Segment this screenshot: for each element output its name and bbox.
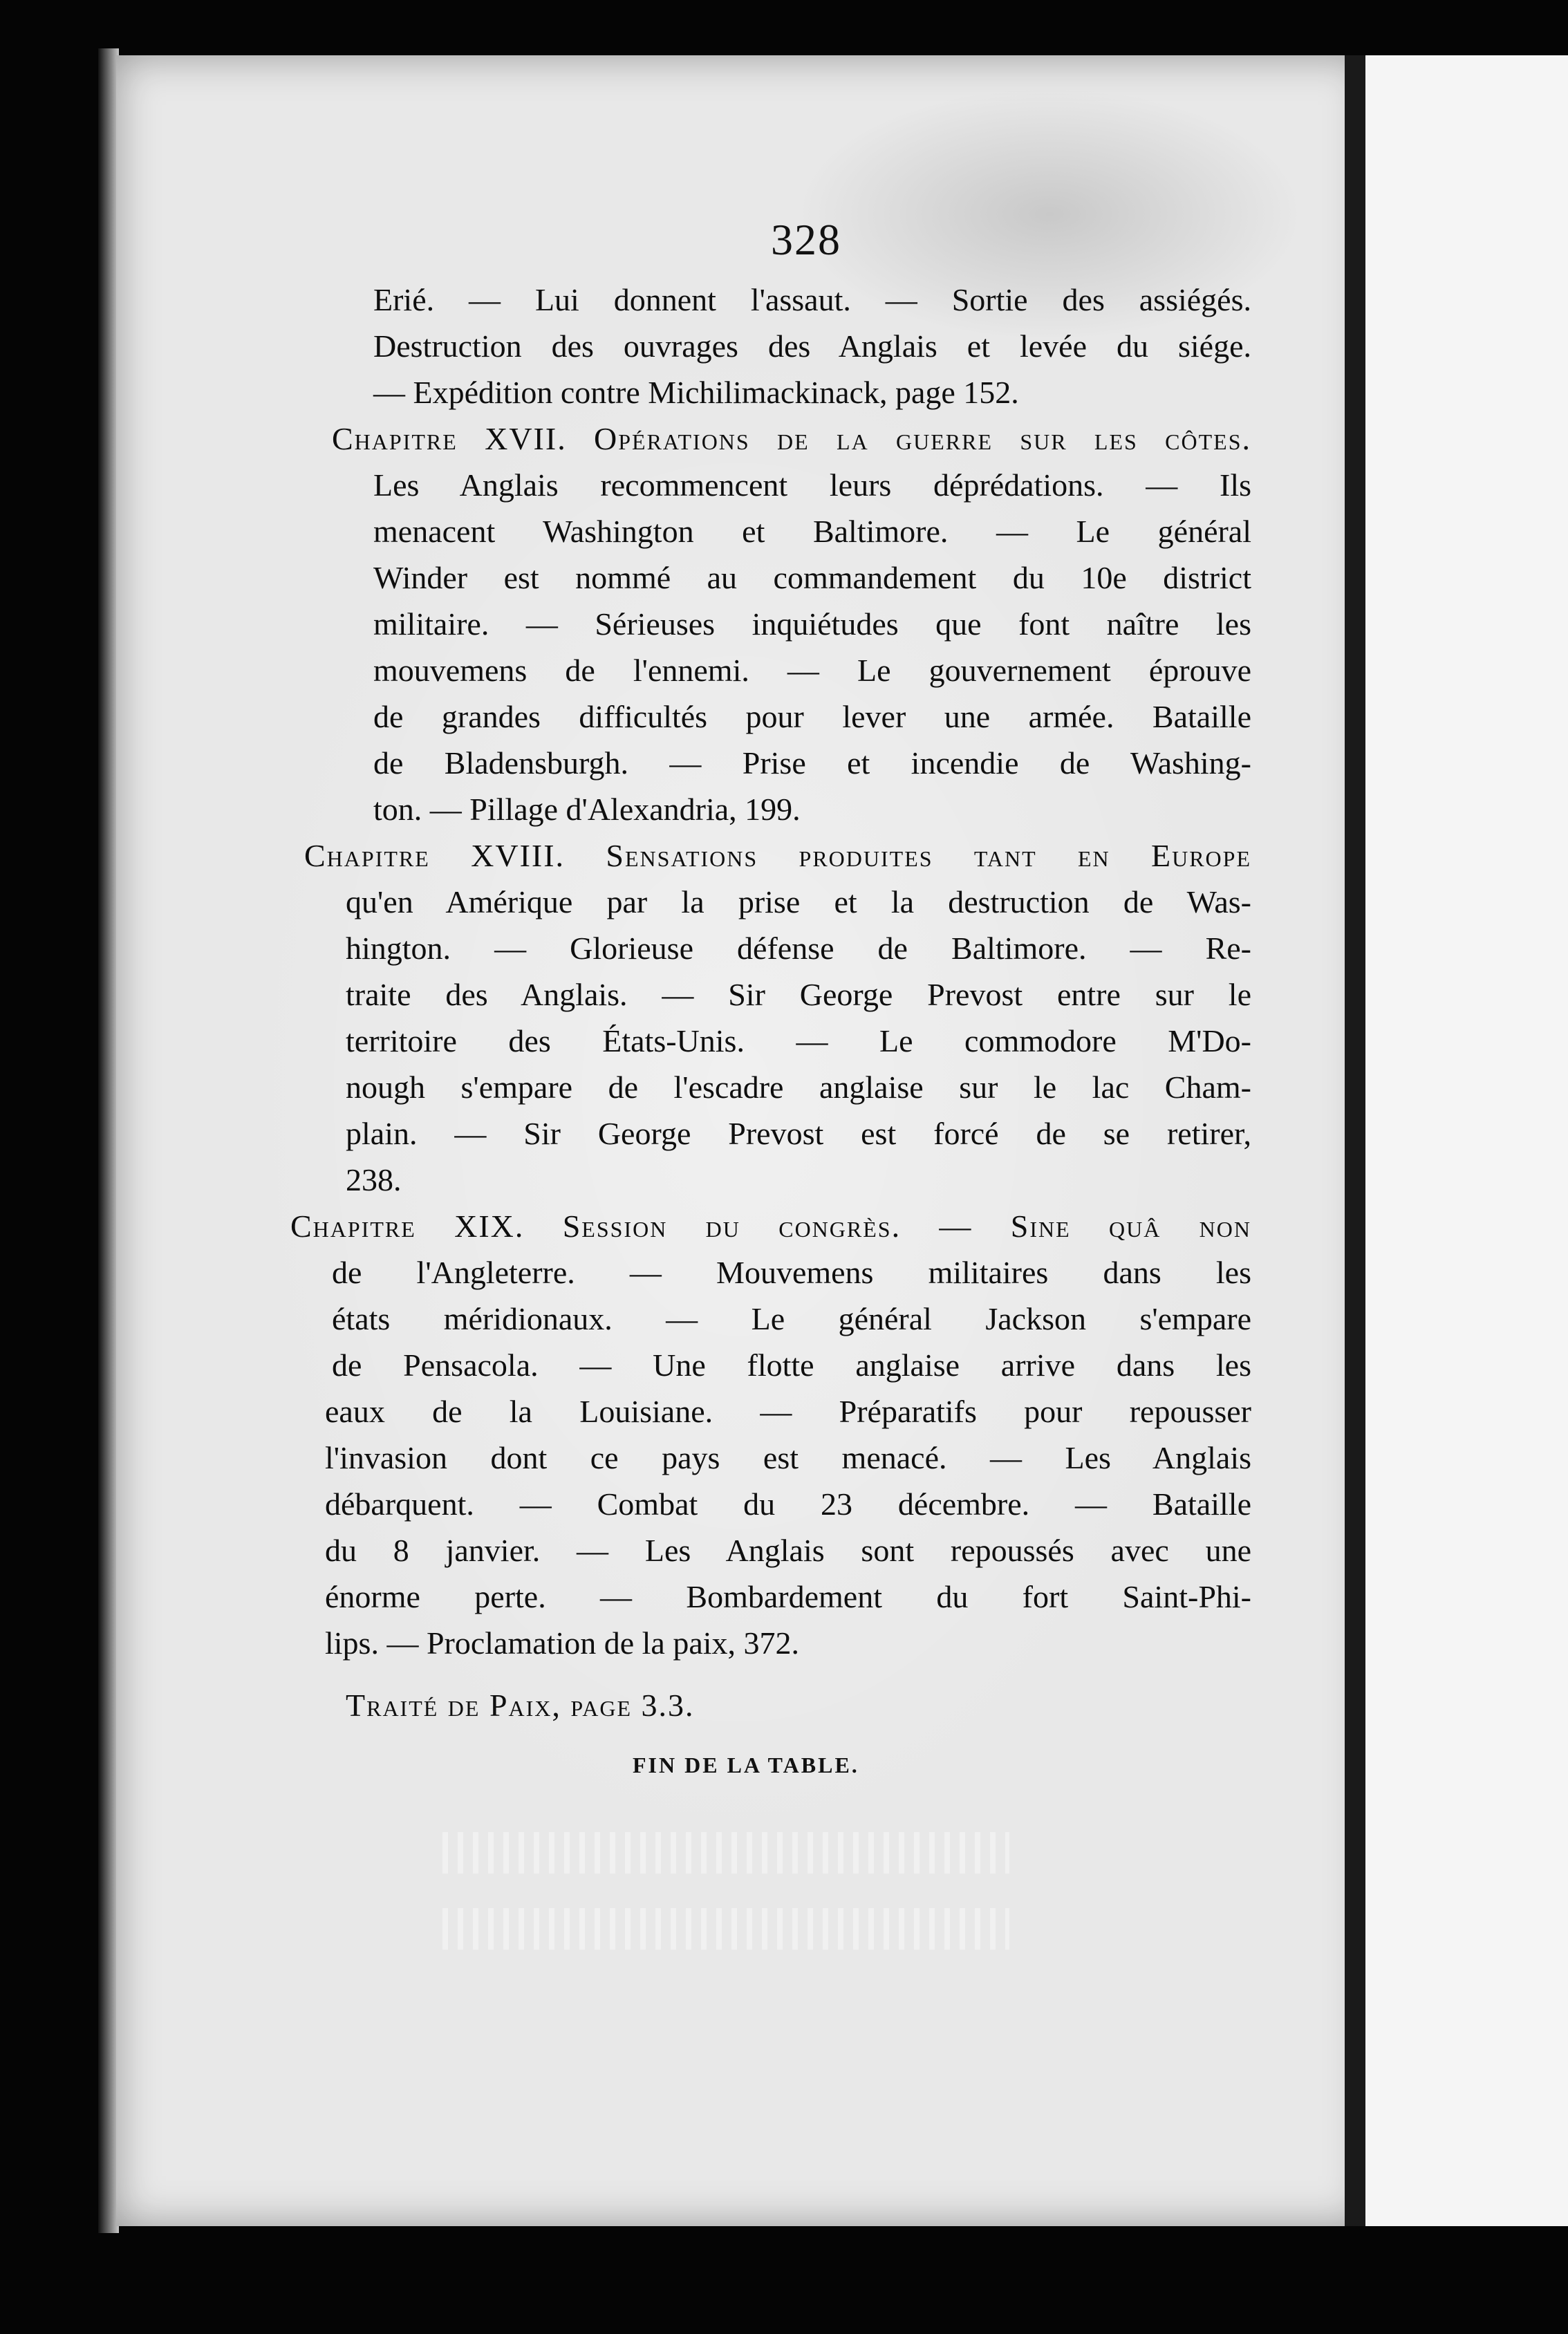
- toc-line: Winder est nommé au commandement du 10e district: [373, 560, 1251, 595]
- table-of-contents-text: [290, 277, 1251, 1666]
- toc-line: énorme perte. — Bombardement du fort Saint-Phi-: [325, 1579, 1251, 1614]
- toc-line: Les Anglais recommencent leurs déprédations. — Ils: [373, 467, 1251, 503]
- toc-line: Erié. — Lui donnent l'assaut. — Sortie des assiégés.: [373, 282, 1251, 317]
- toc-line: de Pensacola. — Une flotte anglaise arrive dans les: [332, 1347, 1251, 1383]
- chapter-heading: Chapitre XVII. Opérations de la guerre sur les côtes.: [332, 421, 1251, 456]
- toc-line: du 8 janvier. — Les Anglais sont repoussés avec une: [325, 1533, 1251, 1568]
- toc-line: l'invasion dont ce pays est menacé. — Les Anglais: [325, 1440, 1251, 1475]
- traite-de-paix-entry: Traité de Paix, page 3.3.: [346, 1688, 695, 1723]
- toc-line: traite des Anglais. — Sir George Prevost entre sur le: [346, 977, 1251, 1012]
- toc-line: menacent Washington et Baltimore. — Le général: [373, 514, 1251, 549]
- toc-line: eaux de la Louisiane. — Préparatifs pour repousser: [325, 1394, 1251, 1429]
- bleed-through-text: [442, 1832, 1009, 1874]
- toc-line: de grandes difficultés pour lever une armée. Bataille: [373, 699, 1251, 734]
- toc-line: plain. — Sir George Prevost est forcé de se retirer,: [346, 1116, 1251, 1151]
- toc-line: territoire des États-Unis. — Le commodore M'Do-: [346, 1023, 1251, 1058]
- page-gutter: [1345, 55, 1365, 2226]
- toc-line: lips. — Proclamation de la paix, 372.: [325, 1625, 800, 1661]
- toc-line: états méridionaux. — Le général Jackson s'empare: [332, 1301, 1251, 1336]
- toc-line: de l'Angleterre. — Mouvemens militaires dans les: [332, 1255, 1251, 1290]
- toc-line: de Bladensburgh. — Prise et incendie de Washing-: [373, 745, 1251, 781]
- end-of-table-label: FIN DE LA TABLE.: [633, 1753, 859, 1777]
- toc-line: débarquent. — Combat du 23 décembre. — Bataille: [325, 1486, 1251, 1522]
- toc-line: nough s'empare de l'escadre anglaise sur le lac Cham-: [346, 1070, 1251, 1105]
- toc-line: Destruction des ouvrages des Anglais et levée du siége.: [373, 328, 1251, 364]
- bleed-through-text: [442, 1908, 1009, 1950]
- toc-line: mouvemens de l'ennemi. — Le gouvernement éprouve: [373, 653, 1251, 688]
- toc-line: hington. — Glorieuse défense de Baltimore. — Re-: [346, 931, 1251, 966]
- toc-line: ton. — Pillage d'Alexandria, 199.: [373, 792, 801, 827]
- chapter-heading: Chapitre XVIII. Sensations produites tant en Europe: [304, 838, 1251, 873]
- facing-page: [1365, 55, 1568, 2226]
- page-number: 328: [771, 215, 841, 264]
- toc-line: militaire. — Sérieuses inquiétudes que font naître les: [373, 606, 1251, 642]
- toc-line: — Expédition contre Michilimackinack, page 152.: [373, 375, 1019, 410]
- toc-line: qu'en Amérique par la prise et la destruction de Was-: [346, 884, 1251, 919]
- toc-line: 238.: [346, 1162, 402, 1197]
- chapter-heading: Chapitre XIX. Session du congrès. — Sine quâ non: [290, 1208, 1251, 1244]
